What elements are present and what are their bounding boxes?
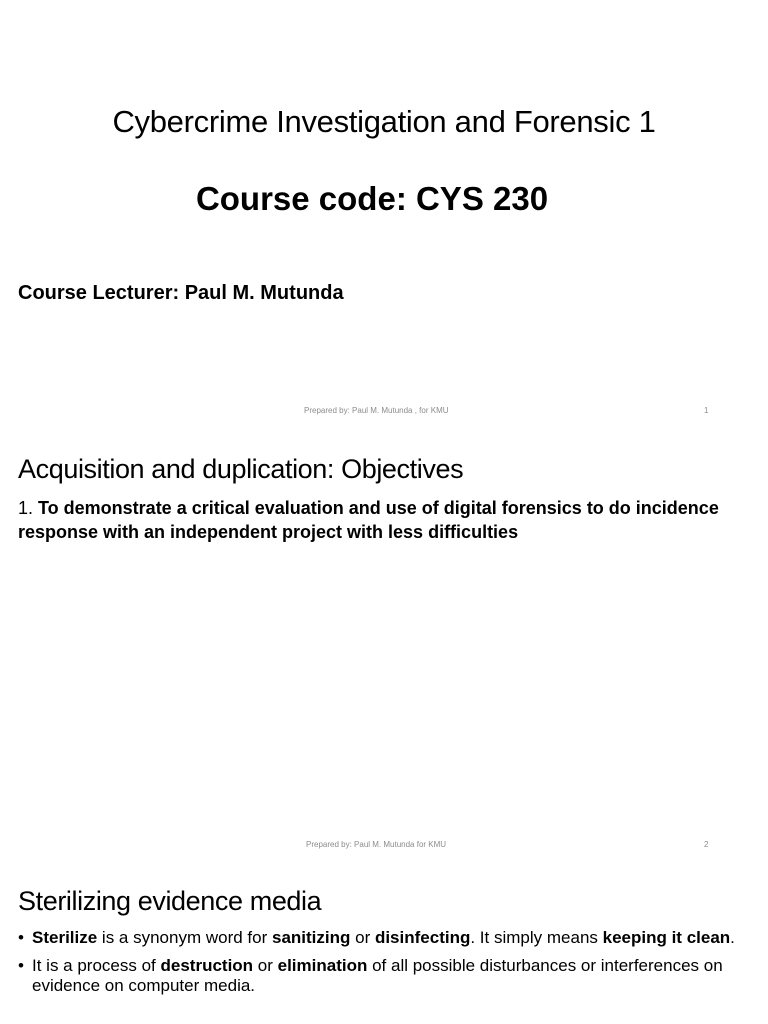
slide-2 (0, 432, 768, 864)
course-lecturer: Course Lecturer: Paul M. Mutunda (18, 282, 344, 304)
slide-title: Sterilizing evidence media (18, 886, 322, 916)
text-run: is a synonym word for (97, 928, 272, 947)
objective-item (18, 496, 738, 544)
bullet-item (18, 928, 744, 948)
bullet-icon: • (18, 928, 24, 947)
bold-term: Sterilize (32, 928, 98, 947)
objective-number: 1. (18, 498, 39, 518)
bold-term: elimination (277, 956, 368, 975)
text-run: or (350, 928, 375, 947)
text-run: It is a process of (32, 956, 161, 975)
page-number: 1 (704, 406, 709, 415)
slide-footer: Prepared by: Paul M. Mutunda , for KMU (304, 406, 449, 415)
text-run: . It simply means (470, 928, 603, 947)
text-run: or (253, 956, 278, 975)
bold-term: keeping it clean (602, 928, 731, 947)
text-run: of all possible disturbances or interferences on evidence on computer media. (32, 956, 723, 995)
bullet-list (18, 928, 744, 1004)
bold-term: disinfecting (374, 928, 471, 947)
bold-term: sanitizing (271, 928, 351, 947)
slide-1 (0, 0, 768, 432)
course-code: Course code: CYS 230 (195, 180, 549, 217)
slide-footer: Prepared by: Paul M. Mutunda for KMU (306, 840, 447, 849)
bold-term: destruction (160, 956, 254, 975)
slide-3 (0, 864, 768, 1024)
text-run: . (730, 928, 735, 947)
bullet-item (18, 956, 744, 996)
slide-title: Acquisition and duplication: Objectives (18, 454, 464, 484)
slide-title: Cybercrime Investigation and Forensic 1 (112, 104, 656, 139)
page-number: 2 (704, 840, 709, 849)
bullet-icon: • (18, 956, 24, 975)
objective-text: To demonstrate a critical evaluation and use of digital forensics to do incidence response with an independent project with less difficulties (18, 498, 719, 542)
